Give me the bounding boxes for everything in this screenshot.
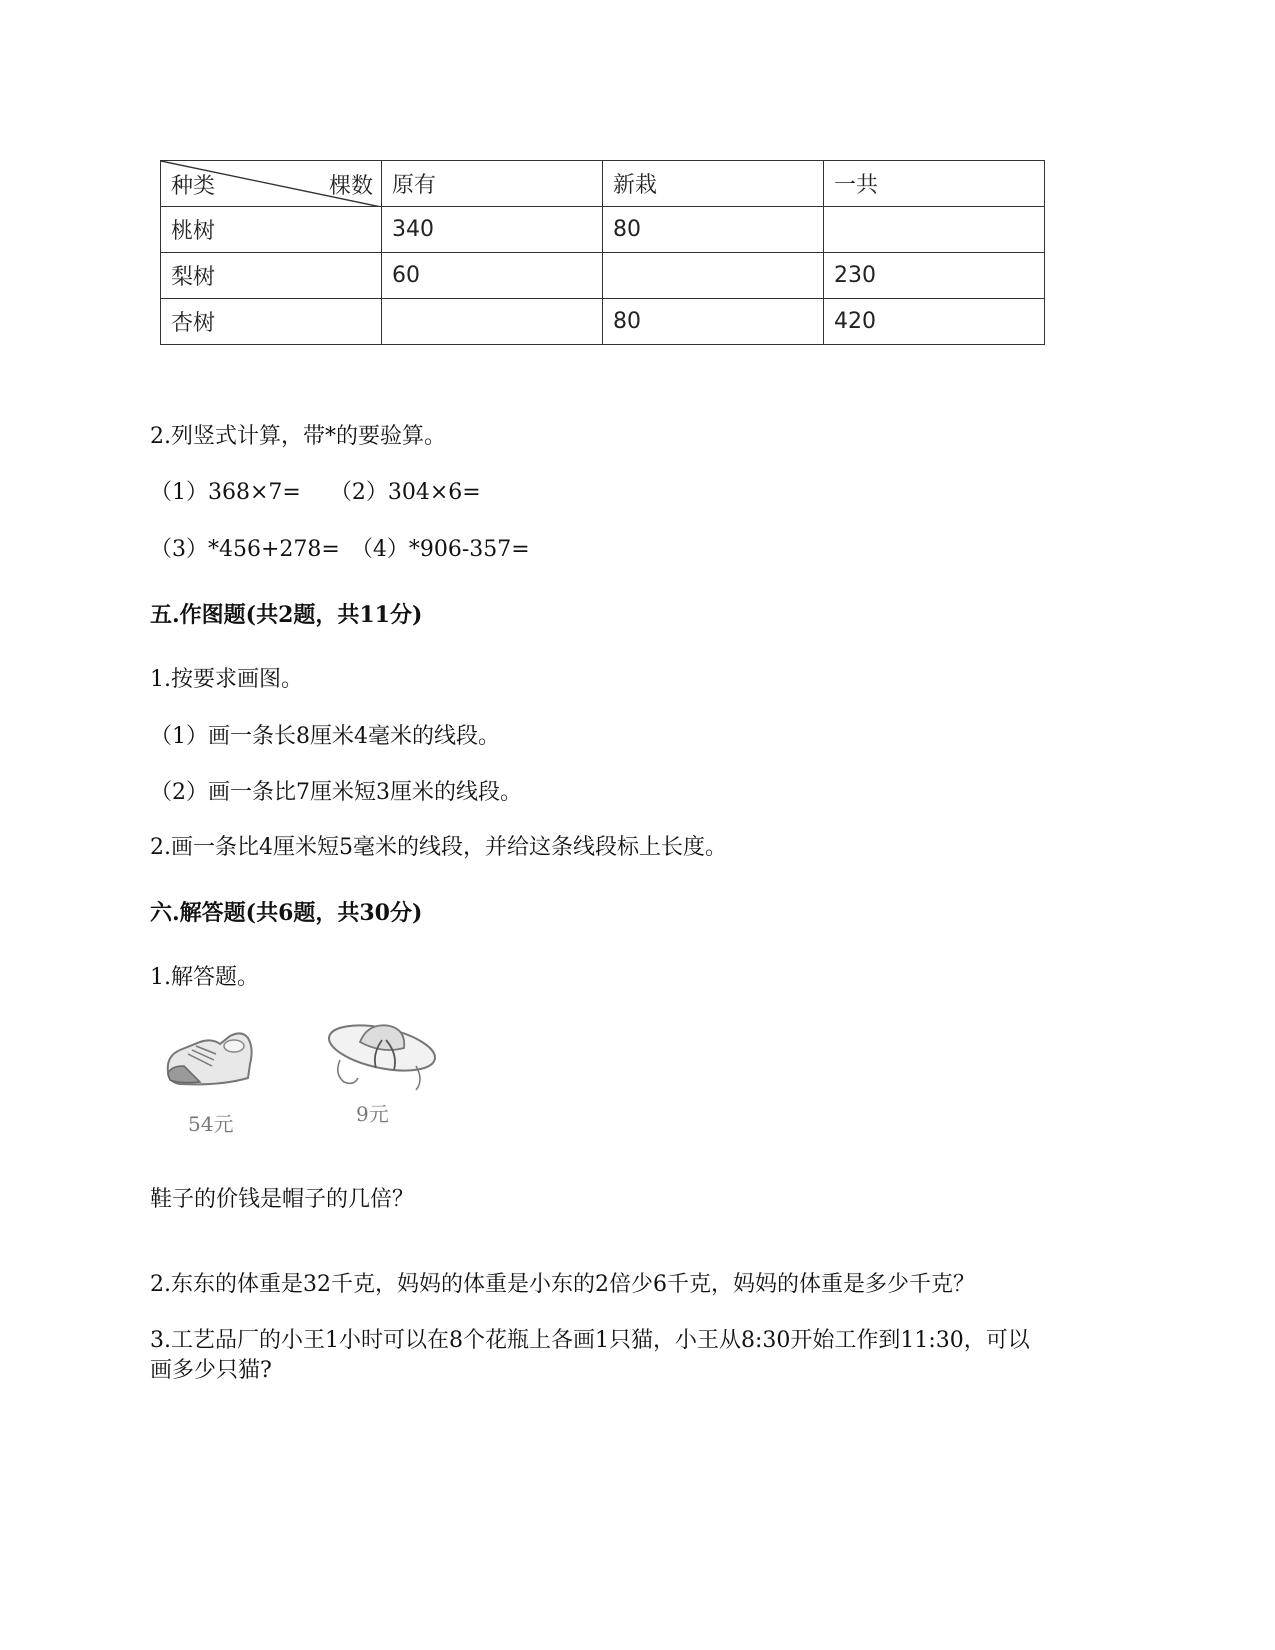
- q2-line2: （3）*456+278= （4）*906-357=: [150, 537, 530, 562]
- s6-q1-question: 鞋子的价钱是帽子的几倍？: [150, 1187, 415, 1212]
- column-header: 原有: [382, 161, 603, 207]
- hat-figure: [320, 1010, 450, 1135]
- s6-q2: 2.东东的体重是32千克，妈妈的体重是小东的2倍少6千克，妈妈的体重是多少千克？: [150, 1272, 975, 1297]
- table-cell: [603, 253, 824, 299]
- table-cell: [824, 207, 1045, 253]
- row-label: 桃树: [161, 207, 382, 253]
- shoe-figure: [160, 1020, 270, 1140]
- hat-price: 9元: [356, 1102, 389, 1126]
- s5-q1-a: （1）画一条长8厘米4毫米的线段。: [150, 724, 500, 749]
- row-label: 杏树: [161, 299, 382, 345]
- s5-q1-b: （2）画一条比7厘米短3厘米的线段。: [150, 780, 522, 805]
- table-row: [161, 299, 1045, 345]
- corner-label-kind: 种类: [171, 174, 216, 199]
- shoe-price: 54元: [188, 1112, 234, 1136]
- hat-icon: [320, 1010, 440, 1100]
- tree-count-table: [160, 160, 1045, 345]
- row-label: 梨树: [161, 253, 382, 299]
- s6-q1: 1.解答题。: [150, 965, 259, 990]
- corner-label-count: 棵数: [328, 174, 373, 199]
- shoe-icon: [160, 1020, 260, 1100]
- s6-q3-line2: 画多少只猫?: [150, 1358, 272, 1383]
- q2-title: 2.列竖式计算，带*的要验算。: [150, 424, 446, 449]
- column-header: 一共: [824, 161, 1045, 207]
- table-cell: 60: [382, 253, 603, 299]
- q2-line1: （1）368×7= （2）304×6=: [150, 480, 481, 505]
- table-cell: 420: [824, 299, 1045, 345]
- table-cell: 230: [824, 253, 1045, 299]
- s5-q1: 1.按要求画图。: [150, 667, 303, 692]
- table-cell: [382, 299, 603, 345]
- table-cell: 80: [603, 207, 824, 253]
- table-cell: 340: [382, 207, 603, 253]
- section6-heading: 六.解答题(共6题，共30分): [150, 900, 423, 926]
- table-header-row: [161, 161, 1045, 207]
- table-corner-cell: [161, 161, 382, 207]
- section5-heading: 五.作图题(共2题，共11分): [150, 602, 423, 628]
- table-row: [161, 207, 1045, 253]
- s6-q3-line1: 3.工艺品厂的小王1小时可以在8个花瓶上各画1只猫，小王从8:30开始工作到11:30，可以: [150, 1328, 1030, 1353]
- table-row: [161, 253, 1045, 299]
- column-header: 新栽: [603, 161, 824, 207]
- table-cell: 80: [603, 299, 824, 345]
- s5-q2: 2.画一条比4厘米短5毫米的线段，并给这条线段标上长度。: [150, 835, 727, 860]
